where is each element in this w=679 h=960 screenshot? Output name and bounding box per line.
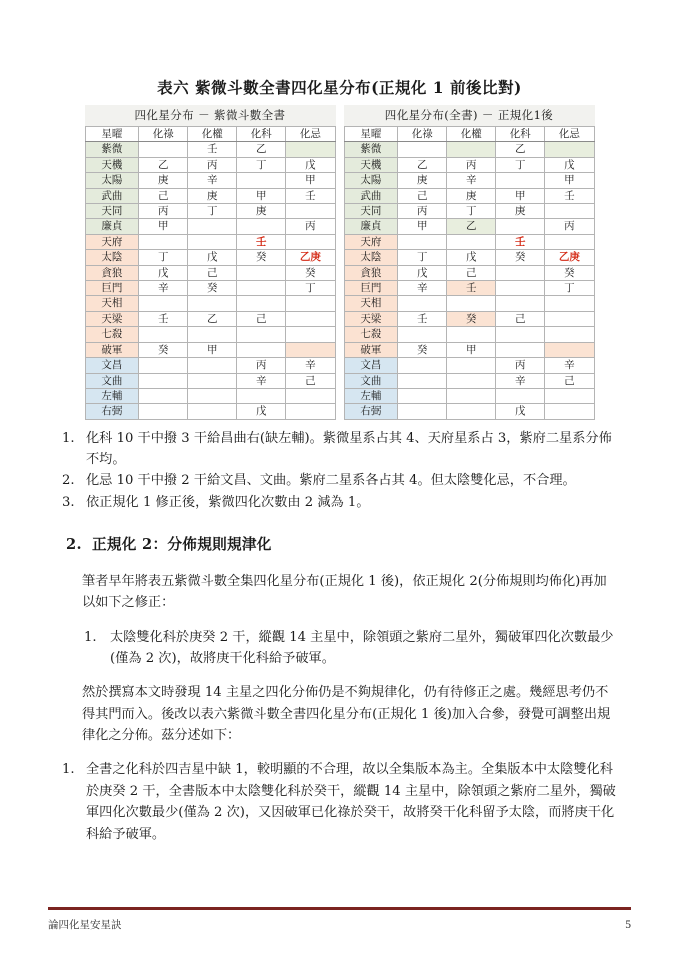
value-cell: 甲 [188, 342, 237, 357]
value-cell [545, 311, 594, 326]
footer-title: 論四化星安星訣 [48, 919, 122, 931]
star-name-cell: 武曲 [85, 188, 139, 203]
value-cell [545, 388, 594, 403]
value-cell [447, 358, 496, 373]
star-name-cell: 廉貞 [85, 219, 139, 234]
table-row [85, 250, 335, 265]
list-item-text: 太陰雙化科於庚癸 2 干，縱觀 14 主星中，除領頭之紫府二星外，獨破軍四化次數最少(僅為 2 次)，故將庚干化科給予破軍。 [110, 629, 614, 666]
final-items-list [62, 759, 617, 845]
star-name-cell: 太陰 [344, 250, 398, 265]
value-cell [188, 388, 237, 403]
table-row [344, 296, 594, 311]
table-body [85, 142, 335, 419]
value-cell [496, 173, 545, 188]
table-caption-left: 四化星分布 － 紫微斗數全書 [85, 105, 336, 126]
value-cell: 己 [237, 311, 286, 326]
value-cell [398, 373, 447, 388]
list-item-number: 2. [62, 473, 75, 489]
four-hua-table-left [85, 126, 336, 420]
value-cell [286, 142, 335, 157]
star-name-cell: 破軍 [344, 342, 398, 357]
value-cell [139, 388, 188, 403]
value-cell: 癸 [545, 265, 594, 280]
table-row [85, 342, 335, 357]
value-cell [188, 404, 237, 419]
table-row [344, 250, 594, 265]
value-cell: 庚 [139, 173, 188, 188]
table-row [344, 281, 594, 296]
value-cell: 己 [398, 188, 447, 203]
value-cell [398, 327, 447, 342]
list-item-text: 全書之化科於四吉星中缺 1，較明顯的不合理，故以全集版本為主。全集版本中太陰雙化科於庚癸 2 干，全書版本中太陰雙化科於癸干，縱觀 14 主星中，除領頭之紫府二星外，獨破軍四化次數最少(僅為 2 次)，又因破軍已化祿於癸干，故將癸干化科留予太陰，而將庚干化科給予破軍。 [86, 762, 616, 842]
column-header-0: 星曜 [344, 127, 398, 142]
value-cell: 辛 [545, 358, 594, 373]
value-cell: 壬 [139, 311, 188, 326]
star-name-cell: 天梁 [85, 311, 139, 326]
tables-comparison-region [0, 105, 679, 420]
star-name-cell: 貪狼 [344, 265, 398, 280]
value-cell: 乙 [237, 142, 286, 157]
table-row [85, 327, 335, 342]
value-cell: 庚 [188, 188, 237, 203]
value-cell [139, 142, 188, 157]
star-name-cell: 廉貞 [344, 219, 398, 234]
middle-paragraph: 然於撰寫本文時發現 14 主星之四化分佈仍是不夠規律化，仍有待修正之處。幾經思考仍不得其門而入。後改以表六紫微斗數全書四化星分布(正規化 1 後)加入合參，發覺可調整出規律化之分佈。茲分述如下： [82, 685, 611, 744]
value-cell [496, 296, 545, 311]
value-cell: 戊 [496, 404, 545, 419]
list-item-text: 化忌 10 干中撥 2 干給文昌、文曲。紫府二星系各占其 4。但太陰雙化忌，不合理。 [86, 473, 576, 489]
value-cell: 己 [188, 265, 237, 280]
value-cell [398, 234, 447, 249]
value-cell [237, 296, 286, 311]
highlighted-value: 壬 [256, 235, 267, 248]
table-row [85, 234, 335, 249]
value-cell [496, 342, 545, 357]
star-name-cell: 破軍 [85, 342, 139, 357]
value-cell [188, 373, 237, 388]
value-cell: 己 [447, 265, 496, 280]
value-cell: 丙 [139, 204, 188, 219]
value-cell: 己 [496, 311, 545, 326]
value-cell: 甲 [398, 219, 447, 234]
value-cell: 乙 [398, 157, 447, 172]
value-cell: 戊 [139, 265, 188, 280]
value-cell: 丁 [237, 157, 286, 172]
value-cell [447, 142, 496, 157]
star-name-cell: 左輔 [344, 388, 398, 403]
value-cell: 丙 [237, 358, 286, 373]
value-cell: 戊 [447, 250, 496, 265]
value-cell: 丁 [286, 281, 335, 296]
value-cell: 丙 [447, 157, 496, 172]
value-cell: 癸 [496, 250, 545, 265]
star-name-cell: 左輔 [85, 388, 139, 403]
value-cell [139, 296, 188, 311]
value-cell [188, 234, 237, 249]
value-cell: 丁 [188, 204, 237, 219]
table-header-row [85, 127, 335, 142]
table-body [344, 142, 594, 419]
value-cell: 戊 [188, 250, 237, 265]
list-item [62, 470, 617, 491]
list-item [62, 759, 617, 845]
value-cell [139, 358, 188, 373]
value-cell: 丁 [398, 250, 447, 265]
column-header-2: 化權 [447, 127, 496, 142]
value-cell [286, 296, 335, 311]
value-cell [545, 142, 594, 157]
star-name-cell: 天相 [344, 296, 398, 311]
value-cell: 癸 [188, 281, 237, 296]
intro-paragraph: 筆者早年將表五紫微斗數全集四化星分布(正規化 1 後)，依正規化 2(分佈規則均佈化)再加以如下之修正： [82, 573, 607, 611]
value-cell: 己 [545, 373, 594, 388]
highlighted-value: 壬 [515, 235, 526, 248]
value-cell [188, 296, 237, 311]
value-cell: 丙 [188, 157, 237, 172]
value-cell [286, 234, 335, 249]
value-cell: 辛 [496, 373, 545, 388]
value-cell: 丁 [545, 281, 594, 296]
star-name-cell: 文曲 [85, 373, 139, 388]
value-cell: 辛 [188, 173, 237, 188]
value-cell: 庚 [447, 188, 496, 203]
table-row [85, 219, 335, 234]
column-header-3: 化科 [237, 127, 286, 142]
star-name-cell: 貪狼 [85, 265, 139, 280]
value-cell [545, 234, 594, 249]
table-row [85, 188, 335, 203]
value-cell: 丁 [139, 250, 188, 265]
table-row [344, 173, 594, 188]
list-item [62, 492, 617, 513]
value-cell [447, 327, 496, 342]
value-cell: 戊 [398, 265, 447, 280]
value-cell: 戊 [237, 404, 286, 419]
value-cell [545, 342, 594, 357]
table-header-row [344, 127, 594, 142]
list-item-number: 3. [62, 494, 75, 510]
four-hua-table-right [344, 126, 595, 420]
list-item-number: 1. [84, 629, 97, 645]
table-row [85, 358, 335, 373]
value-cell [496, 265, 545, 280]
table-row [344, 265, 594, 280]
table-row [344, 342, 594, 357]
star-name-cell: 天相 [85, 296, 139, 311]
value-cell: 戊 [545, 157, 594, 172]
value-cell [496, 219, 545, 234]
column-header-4: 化忌 [545, 127, 594, 142]
value-cell: 癸 [237, 250, 286, 265]
table-block-left [85, 105, 336, 420]
table-row [344, 204, 594, 219]
value-cell [188, 219, 237, 234]
value-cell: 丙 [545, 219, 594, 234]
table-row [344, 311, 594, 326]
star-name-cell: 太陽 [344, 173, 398, 188]
value-cell [545, 327, 594, 342]
value-cell: 辛 [286, 358, 335, 373]
value-cell [496, 327, 545, 342]
value-cell [447, 373, 496, 388]
column-header-2: 化權 [188, 127, 237, 142]
section-heading [62, 533, 617, 557]
value-cell: 丙 [496, 358, 545, 373]
document-body [0, 420, 679, 845]
value-cell [447, 404, 496, 419]
highlighted-value: 乙庚 [299, 251, 321, 264]
value-cell: 乙 [188, 311, 237, 326]
value-cell: 癸 [447, 311, 496, 326]
table-row [344, 404, 594, 419]
value-cell: 丙 [398, 204, 447, 219]
page-title: 表六 紫微斗數全書四化星分布(正規化 1 前後比對) [157, 78, 522, 97]
value-cell [398, 142, 447, 157]
table-row [85, 296, 335, 311]
value-cell [237, 388, 286, 403]
value-cell [398, 296, 447, 311]
value-cell: 己 [286, 373, 335, 388]
value-cell: 壬 [447, 281, 496, 296]
list-item-text: 依正規化 1 修正後，紫微四化次數由 2 減為 1。 [86, 494, 370, 510]
sub-items-list [62, 627, 617, 670]
value-cell [398, 388, 447, 403]
value-cell [545, 204, 594, 219]
value-cell: 癸 [398, 342, 447, 357]
value-cell [398, 404, 447, 419]
value-cell: 壬 [286, 188, 335, 203]
value-cell [237, 342, 286, 357]
highlighted-value: 乙庚 [558, 251, 580, 264]
page-footer [48, 907, 631, 932]
value-cell [496, 388, 545, 403]
star-name-cell: 文昌 [85, 358, 139, 373]
value-cell [286, 311, 335, 326]
table-row [85, 265, 335, 280]
value-cell: 庚 [496, 204, 545, 219]
value-cell: 甲 [237, 188, 286, 203]
value-cell [188, 358, 237, 373]
footer-divider [48, 907, 631, 910]
value-cell: 壬 [398, 311, 447, 326]
page-number: 5 [625, 919, 631, 931]
value-cell: 庚 [398, 173, 447, 188]
value-cell: 甲 [139, 219, 188, 234]
value-cell [447, 388, 496, 403]
section-number: 2. [66, 536, 82, 554]
value-cell [139, 234, 188, 249]
value-cell [237, 265, 286, 280]
table-row [85, 173, 335, 188]
value-cell [237, 234, 286, 249]
star-name-cell: 天同 [85, 204, 139, 219]
value-cell: 丁 [447, 204, 496, 219]
section-title: 正規化 2：分佈規則規津化 [92, 536, 272, 554]
value-cell: 乙 [496, 142, 545, 157]
notes-after-table-list [62, 428, 617, 514]
column-header-1: 化祿 [139, 127, 188, 142]
value-cell: 辛 [447, 173, 496, 188]
value-cell [286, 342, 335, 357]
value-cell: 甲 [286, 173, 335, 188]
value-cell: 辛 [237, 373, 286, 388]
value-cell: 己 [139, 188, 188, 203]
star-name-cell: 天同 [344, 204, 398, 219]
table-row [85, 142, 335, 157]
value-cell: 癸 [139, 342, 188, 357]
value-cell [139, 373, 188, 388]
list-item [84, 627, 617, 670]
star-name-cell: 巨門 [344, 281, 398, 296]
value-cell: 癸 [286, 265, 335, 280]
star-name-cell: 太陽 [85, 173, 139, 188]
value-cell [139, 404, 188, 419]
value-cell: 甲 [447, 342, 496, 357]
star-name-cell: 文昌 [344, 358, 398, 373]
list-item-number: 1. [62, 762, 75, 778]
value-cell [496, 234, 545, 249]
star-name-cell: 文曲 [344, 373, 398, 388]
value-cell [447, 234, 496, 249]
column-header-1: 化祿 [398, 127, 447, 142]
table-row [85, 388, 335, 403]
value-cell [237, 219, 286, 234]
value-cell: 甲 [545, 173, 594, 188]
star-name-cell: 右弼 [85, 404, 139, 419]
value-cell [447, 296, 496, 311]
value-cell [188, 327, 237, 342]
star-name-cell: 七殺 [85, 327, 139, 342]
list-item-text: 化科 10 干中撥 3 干給昌曲右(缺左輔)。紫微星系占其 4、天府星系占 3，紫府二星系分佈不均。 [86, 430, 612, 468]
value-cell [237, 281, 286, 296]
column-header-4: 化忌 [286, 127, 335, 142]
star-name-cell: 天機 [85, 157, 139, 172]
table-row [344, 358, 594, 373]
table-row [344, 219, 594, 234]
value-cell: 乙 [139, 157, 188, 172]
table-row [344, 157, 594, 172]
list-item-number: 1. [62, 430, 75, 446]
value-cell: 庚 [237, 204, 286, 219]
value-cell: 戊 [286, 157, 335, 172]
value-cell [545, 296, 594, 311]
table-caption-right: 四化星分布(全書) － 正規化1後 [344, 105, 595, 126]
table-row [344, 234, 594, 249]
value-cell: 丁 [496, 157, 545, 172]
star-name-cell: 右弼 [344, 404, 398, 419]
table-row [85, 404, 335, 419]
star-name-cell: 紫微 [85, 142, 139, 157]
list-item [62, 428, 617, 471]
star-name-cell: 巨門 [85, 281, 139, 296]
table-row [85, 157, 335, 172]
star-name-cell: 紫微 [344, 142, 398, 157]
value-cell [286, 327, 335, 342]
value-cell [286, 404, 335, 419]
column-header-3: 化科 [496, 127, 545, 142]
table-row [85, 373, 335, 388]
value-cell [237, 173, 286, 188]
star-name-cell: 天機 [344, 157, 398, 172]
table-row [344, 142, 594, 157]
value-cell [286, 250, 335, 265]
value-cell: 辛 [139, 281, 188, 296]
star-name-cell: 天梁 [344, 311, 398, 326]
value-cell: 乙 [447, 219, 496, 234]
table-row [85, 281, 335, 296]
value-cell: 壬 [188, 142, 237, 157]
table-row [344, 327, 594, 342]
value-cell [237, 327, 286, 342]
column-header-0: 星曜 [85, 127, 139, 142]
value-cell [496, 281, 545, 296]
value-cell: 壬 [545, 188, 594, 203]
table-row [344, 373, 594, 388]
value-cell [286, 204, 335, 219]
table-row [85, 311, 335, 326]
table-row [344, 388, 594, 403]
star-name-cell: 武曲 [344, 188, 398, 203]
star-name-cell: 天府 [344, 234, 398, 249]
value-cell: 辛 [398, 281, 447, 296]
value-cell [286, 388, 335, 403]
star-name-cell: 七殺 [344, 327, 398, 342]
value-cell [545, 404, 594, 419]
table-row [344, 188, 594, 203]
value-cell [545, 250, 594, 265]
value-cell: 甲 [496, 188, 545, 203]
value-cell [398, 358, 447, 373]
star-name-cell: 天府 [85, 234, 139, 249]
table-block-right [344, 105, 595, 420]
table-row [85, 204, 335, 219]
value-cell [139, 327, 188, 342]
star-name-cell: 太陰 [85, 250, 139, 265]
value-cell: 丙 [286, 219, 335, 234]
